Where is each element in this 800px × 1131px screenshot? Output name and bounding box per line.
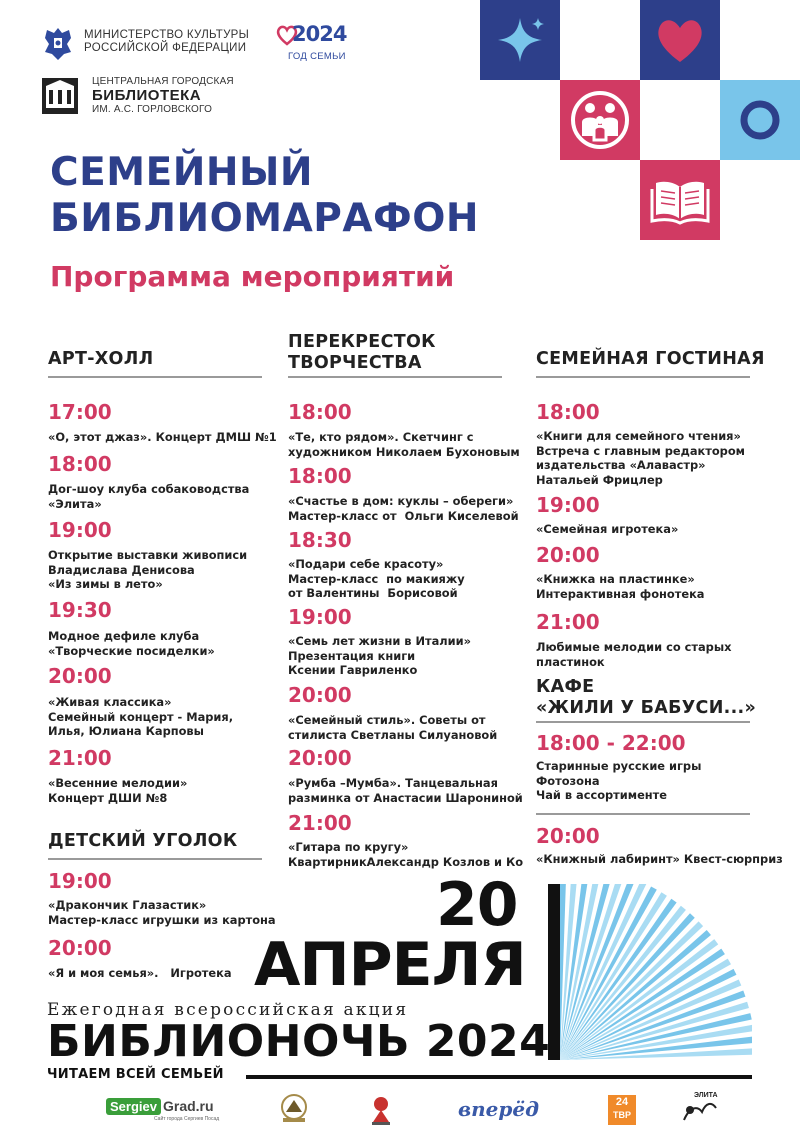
event-time: 18:00 (288, 464, 352, 488)
partner-vpered: вперёд (458, 1097, 540, 1121)
annual-campaign-caption: Ежегодная всероссийская акция (47, 1000, 409, 1020)
event-time: 19:00 (536, 493, 600, 517)
slogan: ЧИТАЕМ ВСЕЙ СЕМЬЕЙ (47, 1067, 224, 1082)
ministry-name-line1: МИНИСТЕРСТВО КУЛЬТУРЫ (84, 29, 250, 41)
partner-elita (680, 1092, 720, 1126)
event-description: Старинные русские игры Фотозона Чай в ассортименте (536, 759, 702, 802)
event-description: «Семь лет жизни в Италии» Презентация книги Ксении Гавриленко (288, 634, 471, 677)
event-description: «Румба –Мумба». Танцевальная разминка от Анастасии Шарониной (288, 776, 523, 805)
partner-tvr (608, 1095, 636, 1125)
sparkle-tile (480, 0, 560, 80)
event-description: «Дракончик Глазастик» Мастер-класс игрушки из картона (48, 898, 276, 927)
family-icon (570, 90, 630, 150)
slogan-underline (246, 1075, 752, 1079)
event-time: 20:00 (48, 664, 112, 688)
partner-theatre-icon (368, 1094, 394, 1126)
event-time: 20:00 (536, 824, 600, 848)
art-hall-divider (48, 376, 262, 378)
event-time: 20:00 (48, 936, 112, 960)
tvr-number: 24 (615, 1096, 629, 1108)
family-lounge-heading: СЕМЕЙНАЯ ГОСТИНАЯ (536, 349, 765, 369)
tvr-label: ТВР (613, 1110, 631, 1120)
event-description: «Семейная игротека» (536, 522, 679, 536)
library-name-line3: ИМ. А.С. ГОРЛОВСКОГО (92, 104, 213, 115)
year-logo-caption: ГОД СЕМЬИ (288, 51, 346, 62)
event-time: 18:00 (48, 452, 112, 476)
event-description: «Те, кто рядом». Скетчинг с художником Николаем Бухоновым (288, 430, 520, 459)
event-time: 18:00 (536, 400, 600, 424)
event-description: «Живая классика» Семейный концерт - Мария, Илья, Юлиана Карповы (48, 695, 234, 738)
event-description: «Книги для семейного чтения» Встреча с главным редактором издательства «Алавастр» Натальей Фрицлер (536, 429, 745, 487)
year-of-family-logo (276, 20, 356, 68)
sparkle-icon (490, 10, 550, 70)
sergievgrad-part2: Grad.ru (162, 1098, 214, 1114)
library-name-line2: БИБЛИОТЕКА (92, 87, 202, 104)
subtitle: Программа мероприятий (50, 260, 455, 293)
event-time: 20:00 (288, 683, 352, 707)
event-time: 19:00 (48, 518, 112, 542)
event-description: «Гитара по кругу» КвартирникАлександр Козлов и Ко (288, 840, 524, 869)
coat-of-arms-icon (38, 24, 78, 64)
open-book-icon (650, 175, 710, 225)
event-description: Любимые мелодии со старых пластинок (536, 640, 732, 669)
crossroads-heading-line1: ПЕРЕКРЕСТОК (288, 332, 436, 352)
sergievgrad-part1: Sergiev (106, 1098, 161, 1115)
event-description: «Книжный лабиринт» Квест-сюрприз (536, 852, 783, 866)
event-time: 20:00 (288, 746, 352, 770)
ministry-name-line2: РОССИЙСКОЙ ФЕДЕРАЦИИ (84, 42, 247, 54)
sergievgrad-caption: Сайт города Сергиев Посад (154, 1116, 220, 1122)
elita-label: ЭЛИТА (694, 1092, 718, 1099)
event-description: Модное дефиле клуба «Творческие посиделки» (48, 629, 215, 658)
crossroads-heading-line2: ТВОРЧЕСТВА (288, 353, 422, 373)
partner-emblem-icon (277, 1094, 311, 1124)
event-time: 17:00 (48, 400, 112, 424)
partner-sergievgrad (106, 1098, 219, 1122)
event-description: «О, этот джаз». Концерт ДМШ №1 (48, 430, 277, 444)
family-lounge-divider (536, 376, 750, 378)
library-name-line1: ЦЕНТРАЛЬНАЯ ГОРОДСКАЯ (92, 76, 234, 87)
ring-icon (738, 98, 782, 142)
ministry-logo (38, 24, 258, 64)
book-fan-graphic (548, 884, 752, 1060)
event-time: 18:00 (288, 400, 352, 424)
event-time: 18:30 (288, 528, 352, 552)
title-line1: СЕМЕЙНЫЙ (50, 150, 314, 195)
cafe-heading-line1: КАФЕ (536, 677, 595, 697)
cafe-divider-2 (536, 813, 750, 815)
event-time: 20:00 (536, 543, 600, 567)
cafe-heading-line2: «ЖИЛИ У БАБУСИ...» (536, 698, 757, 718)
bibliotnight-title: БИБЛИОНОЧЬ 2024 (47, 1016, 551, 1067)
art-hall-heading: АРТ-ХОЛЛ (48, 349, 154, 369)
event-description: «Весенние мелодии» Концерт ДШИ №8 (48, 776, 188, 805)
event-description: «Я и моя семья». Игротека (48, 966, 232, 980)
event-time: 19:30 (48, 598, 112, 622)
event-time: 21:00 (48, 746, 112, 770)
kids-corner-heading: ДЕТСКИЙ УГОЛОК (48, 831, 238, 851)
ring-tile (720, 80, 800, 160)
library-building-icon (40, 76, 80, 116)
event-description: Дог-шоу клуба собаководства «Элита» (48, 482, 250, 511)
event-time: 21:00 (536, 610, 600, 634)
event-description: «Счастье в дом: куклы – обереги» Мастер-класс от Ольги Киселевой (288, 494, 519, 523)
title-line2: БИБЛИОМАРАФОН (50, 196, 480, 241)
event-description: «Семейный стиль». Советы от стилиста Светланы Силуановой (288, 713, 498, 742)
event-time: 21:00 (288, 811, 352, 835)
book-tile (640, 160, 720, 240)
event-time: 19:00 (288, 605, 352, 629)
event-description: «Книжка на пластинке» Интерактивная фонотека (536, 572, 705, 601)
event-description: Открытие выставки живописи Владислава Денисова «Из зимы в лето» (48, 548, 248, 591)
kids-corner-divider (48, 858, 262, 860)
date-month: АПРЕЛЯ (254, 930, 526, 1000)
heart-tile (640, 0, 720, 80)
heart-icon (652, 12, 708, 68)
event-time: 18:00 - 22:00 (536, 731, 686, 755)
library-logo (40, 74, 260, 120)
event-description: «Подари себе красоту» Мастер-класс по макияжу от Валентины Борисовой (288, 557, 465, 600)
family-tile (560, 80, 640, 160)
event-time: 19:00 (48, 869, 112, 893)
cafe-divider (536, 721, 750, 723)
date-day: 20 (436, 870, 518, 940)
crossroads-divider (288, 376, 502, 378)
year-logo-text: 2024 (292, 22, 347, 46)
